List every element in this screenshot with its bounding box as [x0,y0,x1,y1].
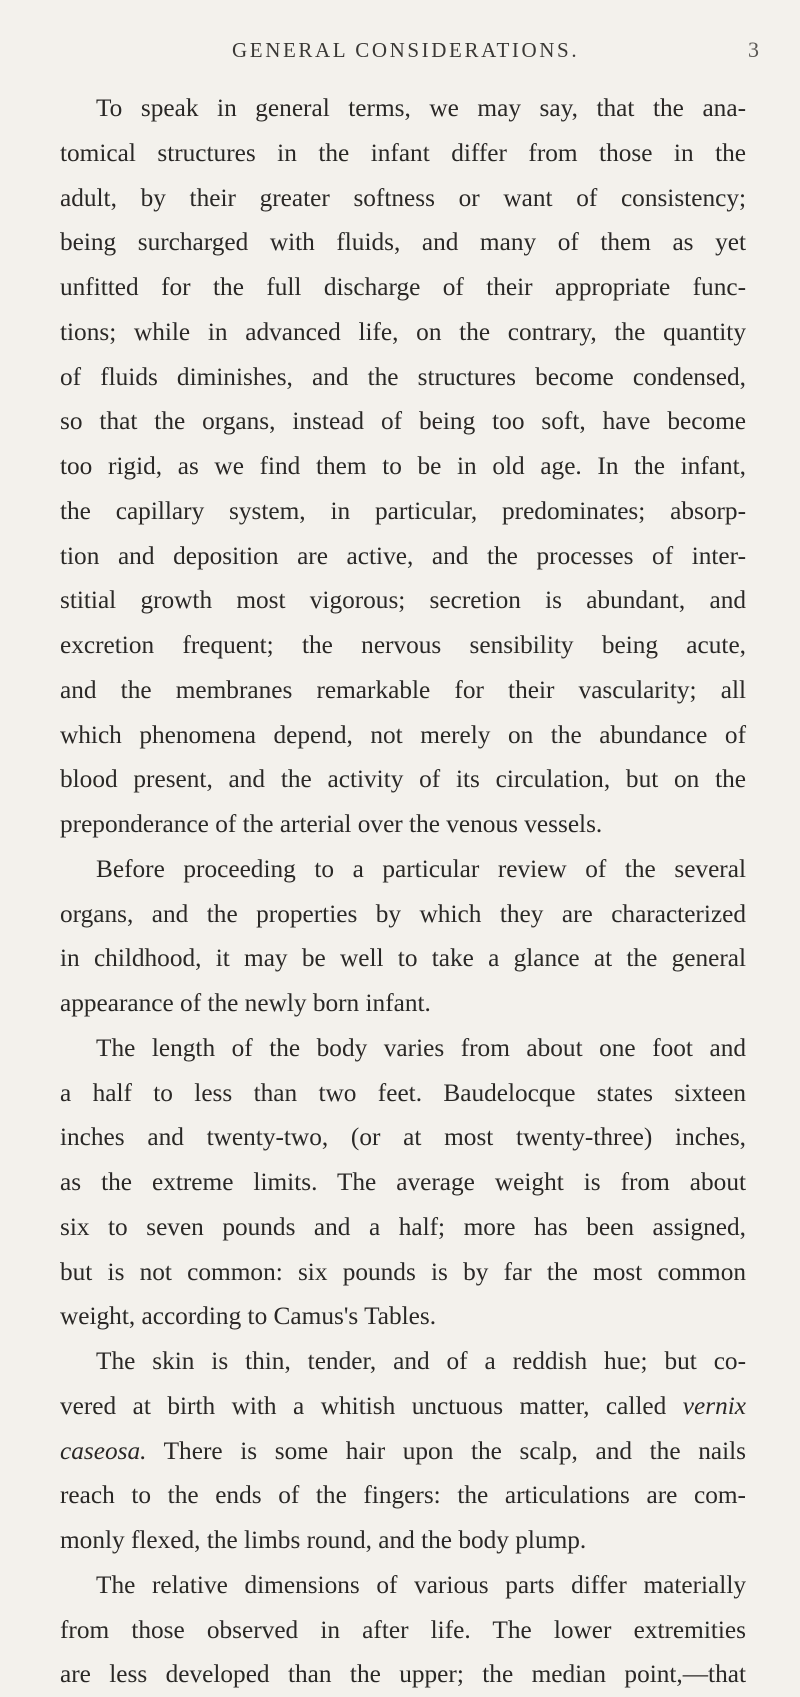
text-line: preponderance of the arterial over the venous vessels. [60,810,603,838]
text-line: unfitted for the full discharge of their appropriate func- [60,273,746,301]
text-line: tomical structures in the infant differ from those in the [60,138,746,167]
running-head-title: GENERAL CONSIDERATIONS. [232,38,580,62]
text-line: the capillary system, in particular, predominates; absorp- [60,496,746,525]
body-text [60,86,746,1697]
text-line: as the extreme limits. The average weight is from about [60,1168,746,1196]
text-line: and the membranes remarkable for their vascularity; all [60,675,746,704]
text-line: weight, according to Camus's Tables. [60,1302,437,1331]
text-line: a half to less than two feet. Baudelocque states sixteen [60,1078,746,1107]
text-line: Before proceeding to a particular review of the several [96,854,746,883]
text-line: blood present, and the activity of its circulation, but on the [60,765,746,794]
text-line: are less developed than the upper; the median point,—that [60,1660,746,1689]
text-line: so that the organs, instead of being too soft, have become [60,407,746,436]
text-line: too rigid, as we find them to be in old age. In the infant, [60,452,746,480]
text-line: appearance of the newly born infant. [60,989,431,1017]
italic-term: caseosa. [60,1436,147,1465]
text-line: inches and twenty-two, (or at most twenty-three) inches, [60,1123,746,1152]
page-number: 3 [748,37,759,62]
text-line-segment: There is some hair upon the scalp, and the nails [163,1436,746,1465]
text-line: monly flexed, the limbs round, and the body plump. [60,1526,587,1554]
text-line: of fluids diminishes, and the structures become condensed, [60,362,746,391]
text-line: organs, and the properties by which they are characterized [60,899,746,928]
text-line: The relative dimensions of various parts differ materially [96,1570,746,1599]
italic-term: vernix [682,1391,746,1420]
text-line: stitial growth most vigorous; secretion is abundant, and [60,586,746,615]
text-line: from those observed in after life. The lower extremities [60,1615,746,1644]
text-line: To speak in general terms, we may say, that the ana- [96,94,746,122]
text-line: but is not common: six pounds is by far the most common [60,1257,746,1286]
text-line: excretion frequent; the nervous sensibility being acute, [60,631,746,659]
text-line: reach to the ends of the fingers: the articulations are com- [60,1481,746,1510]
text-line-with-italic [60,1429,746,1474]
text-line: tion and deposition are active, and the processes of inter- [60,541,746,570]
text-line: tions; while in advanced life, on the contrary, the quantity [60,317,746,346]
text-line: The skin is thin, tender, and of a reddish hue; but co- [96,1347,746,1375]
text-line: adult, by their greater softness or want of consistency; [60,183,746,212]
text-line-segment: vered at birth with a whitish unctuous matter, called [60,1391,667,1420]
text-line: The length of the body varies from about one foot and [96,1033,746,1062]
text-line: in childhood, it may be well to take a glance at the general [60,944,746,973]
text-line-with-italic [60,1384,746,1429]
running-head [0,30,800,70]
text-line: being surcharged with fluids, and many of them as yet [60,228,746,257]
text-line: which phenomena depend, not merely on the abundance of [60,720,746,749]
text-line: six to seven pounds and a half; more has been assigned, [60,1212,746,1241]
